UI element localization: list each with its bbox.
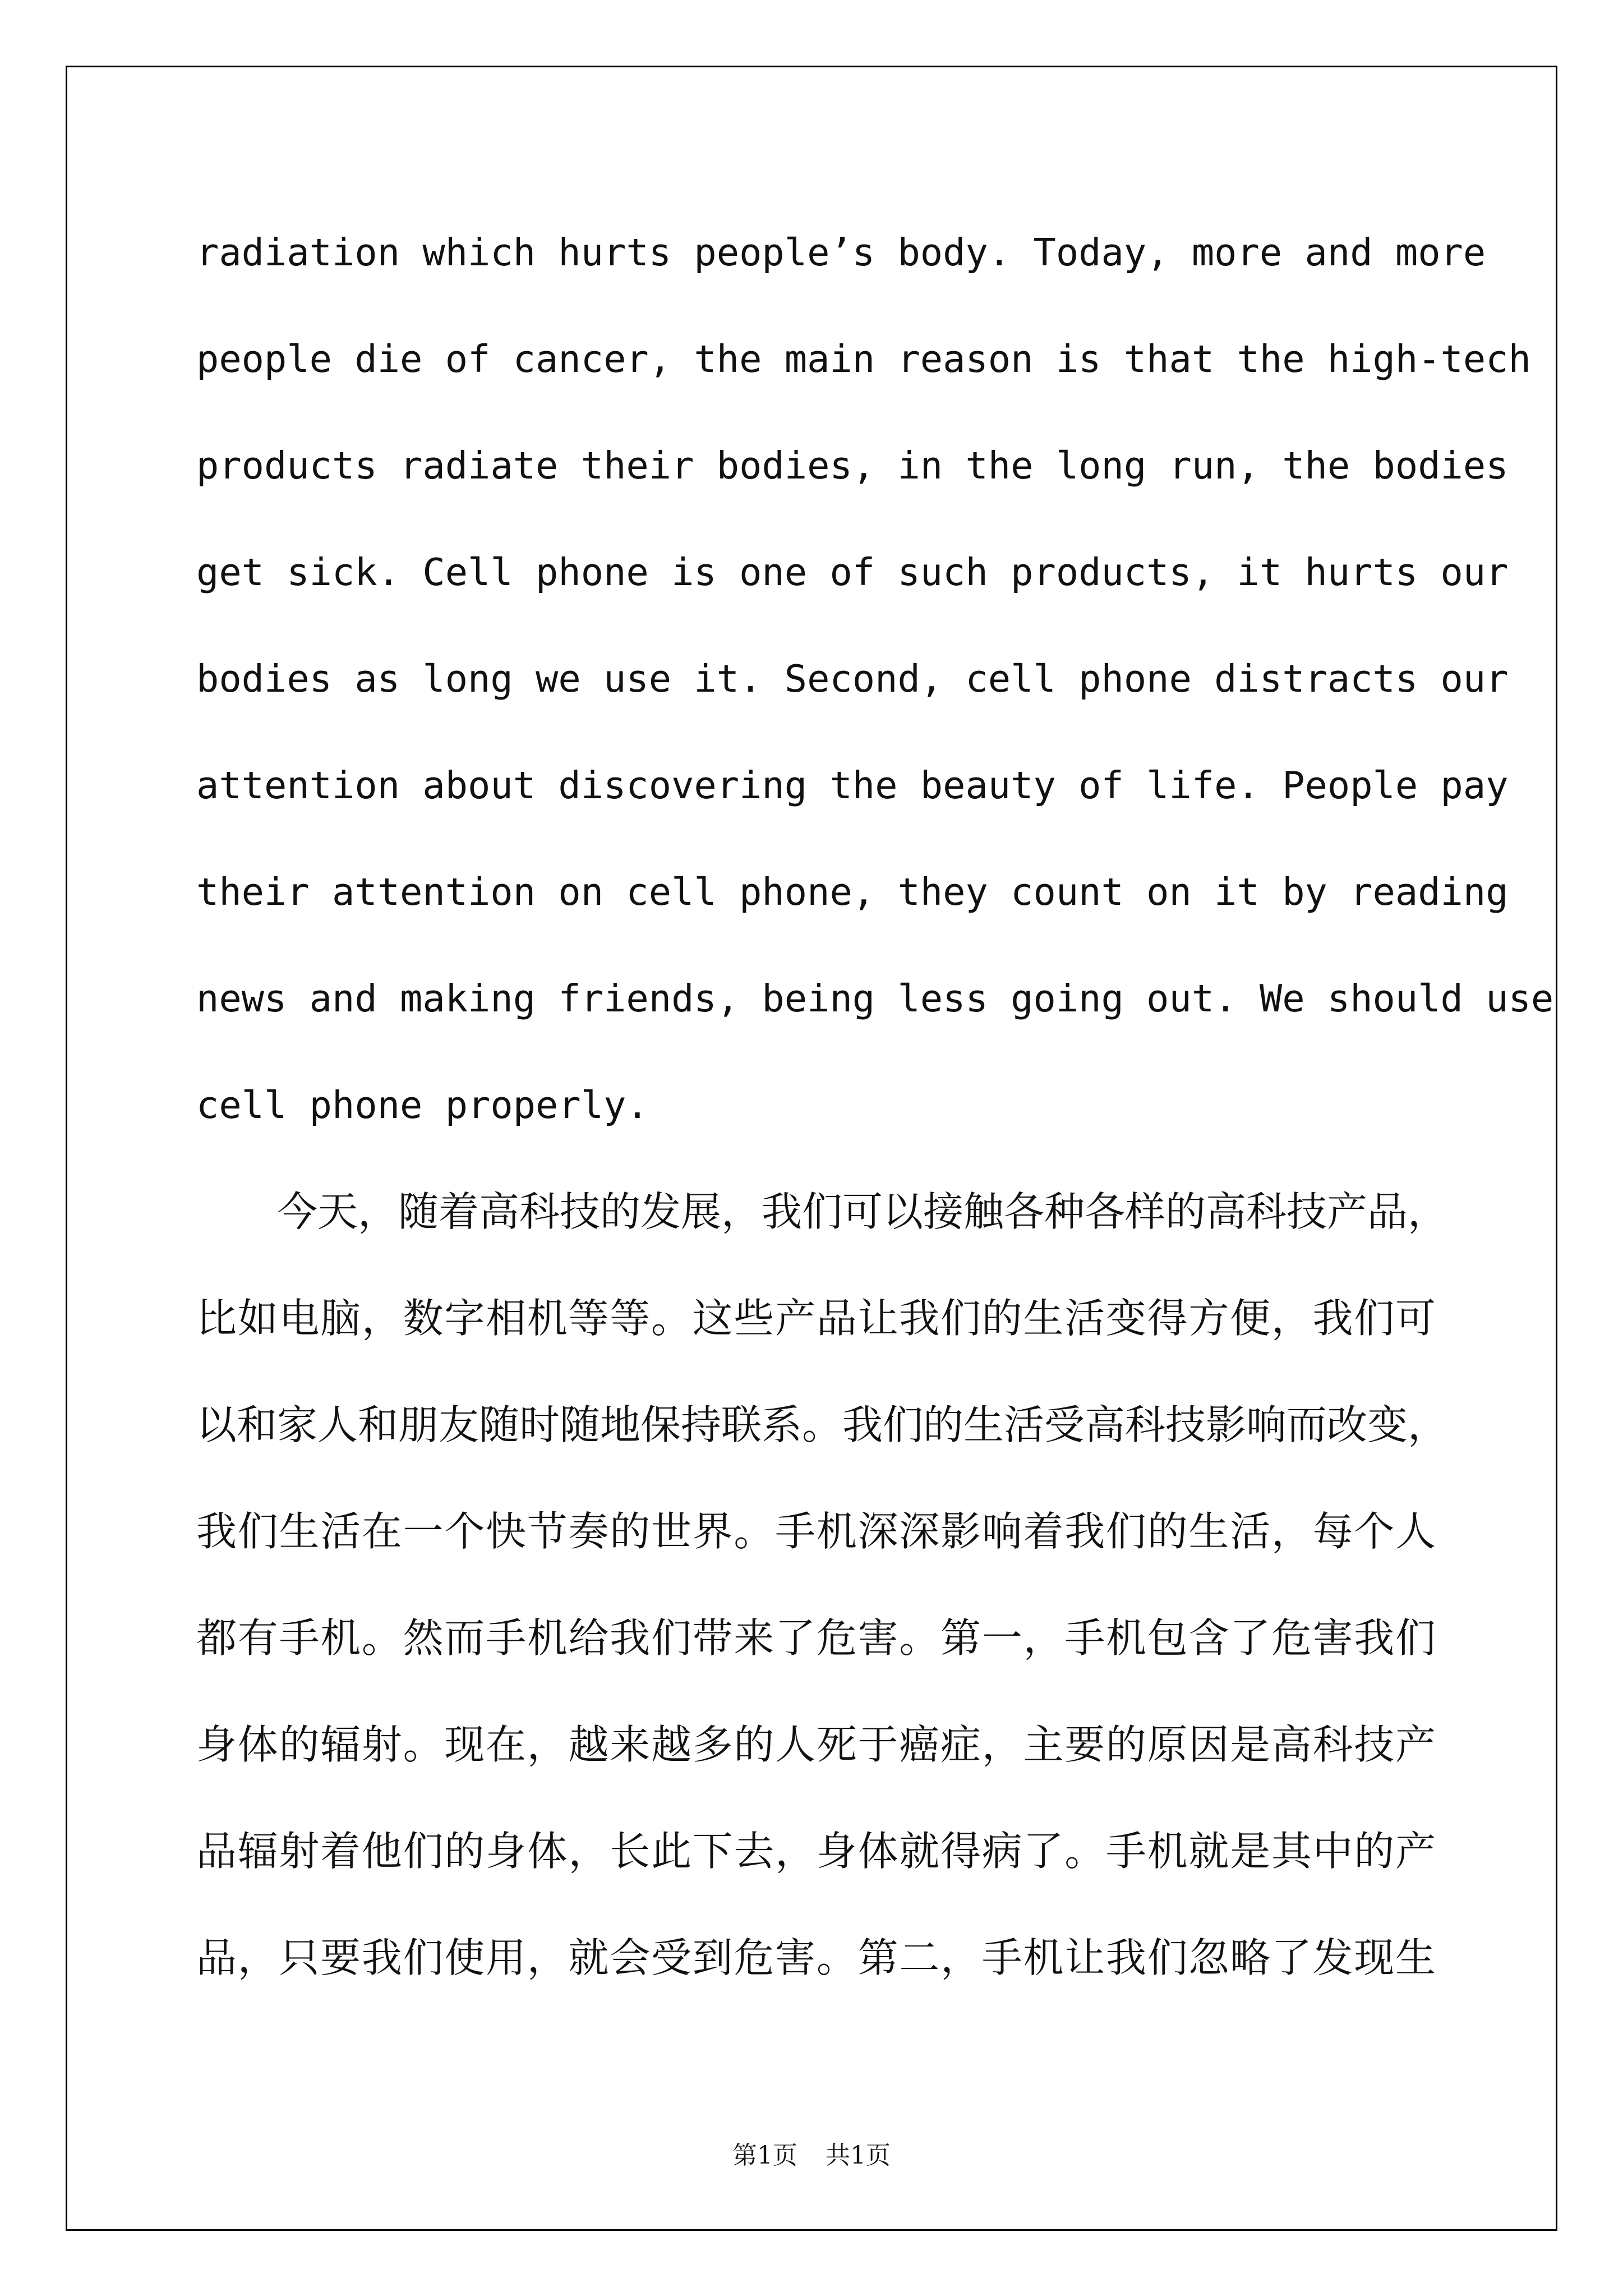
page-number-total: 共1页 bbox=[826, 2141, 891, 2170]
text-line: 以和家人和朋友随时随地保持联系。我们的生活受高科技影响而改变， bbox=[196, 1401, 1449, 1448]
text-line: cell phone properly. bbox=[196, 1083, 649, 1127]
text-line: 品辐射着他们的身体，长此下去，身体就得病了。手机就是其中的产 bbox=[196, 1828, 1436, 1875]
text-line: 今天，随着高科技的发展，我们可以接触各种各样的高科技产品， bbox=[277, 1188, 1449, 1235]
document-body bbox=[196, 222, 1554, 2033]
text-line: 身体的辐射。现在，越来越多的人死于癌症，主要的原因是高科技产 bbox=[196, 1721, 1436, 1768]
text-line: news and making friends, being less going out. We should use bbox=[196, 977, 1554, 1020]
paragraph-english bbox=[196, 222, 1554, 1181]
text-line: their attention on cell phone, they count on it by reading bbox=[196, 870, 1509, 914]
text-line: people die of cancer, the main reason is that the high-tech bbox=[196, 337, 1531, 381]
page-footer bbox=[0, 2135, 1623, 2171]
text-line: 品，只要我们使用，就会受到危害。第二，手机让我们忽略了发现生 bbox=[196, 1934, 1436, 1981]
text-line: bodies as long we use it. Second, cell phone distracts our bbox=[196, 657, 1509, 701]
text-line: products radiate their bodies, in the long run, the bodies bbox=[196, 444, 1509, 487]
text-line: get sick. Cell phone is one of such products, it hurts our bbox=[196, 550, 1509, 594]
text-line: 我们生活在一个快节奏的世界。手机深深影响着我们的生活，每个人 bbox=[196, 1508, 1436, 1555]
text-line: radiation which hurts people’s body. Today, more and more bbox=[196, 231, 1486, 274]
page-number-current: 第1页 bbox=[732, 2141, 797, 2170]
text-line: attention about discovering the beauty of life. People pay bbox=[196, 763, 1509, 807]
text-line: 比如电脑，数字相机等等。这些产品让我们的生活变得方便，我们可 bbox=[196, 1295, 1436, 1342]
text-line: 都有手机。然而手机给我们带来了危害。第一，手机包含了危害我们 bbox=[196, 1614, 1436, 1662]
paragraph-chinese bbox=[196, 1181, 1449, 2033]
